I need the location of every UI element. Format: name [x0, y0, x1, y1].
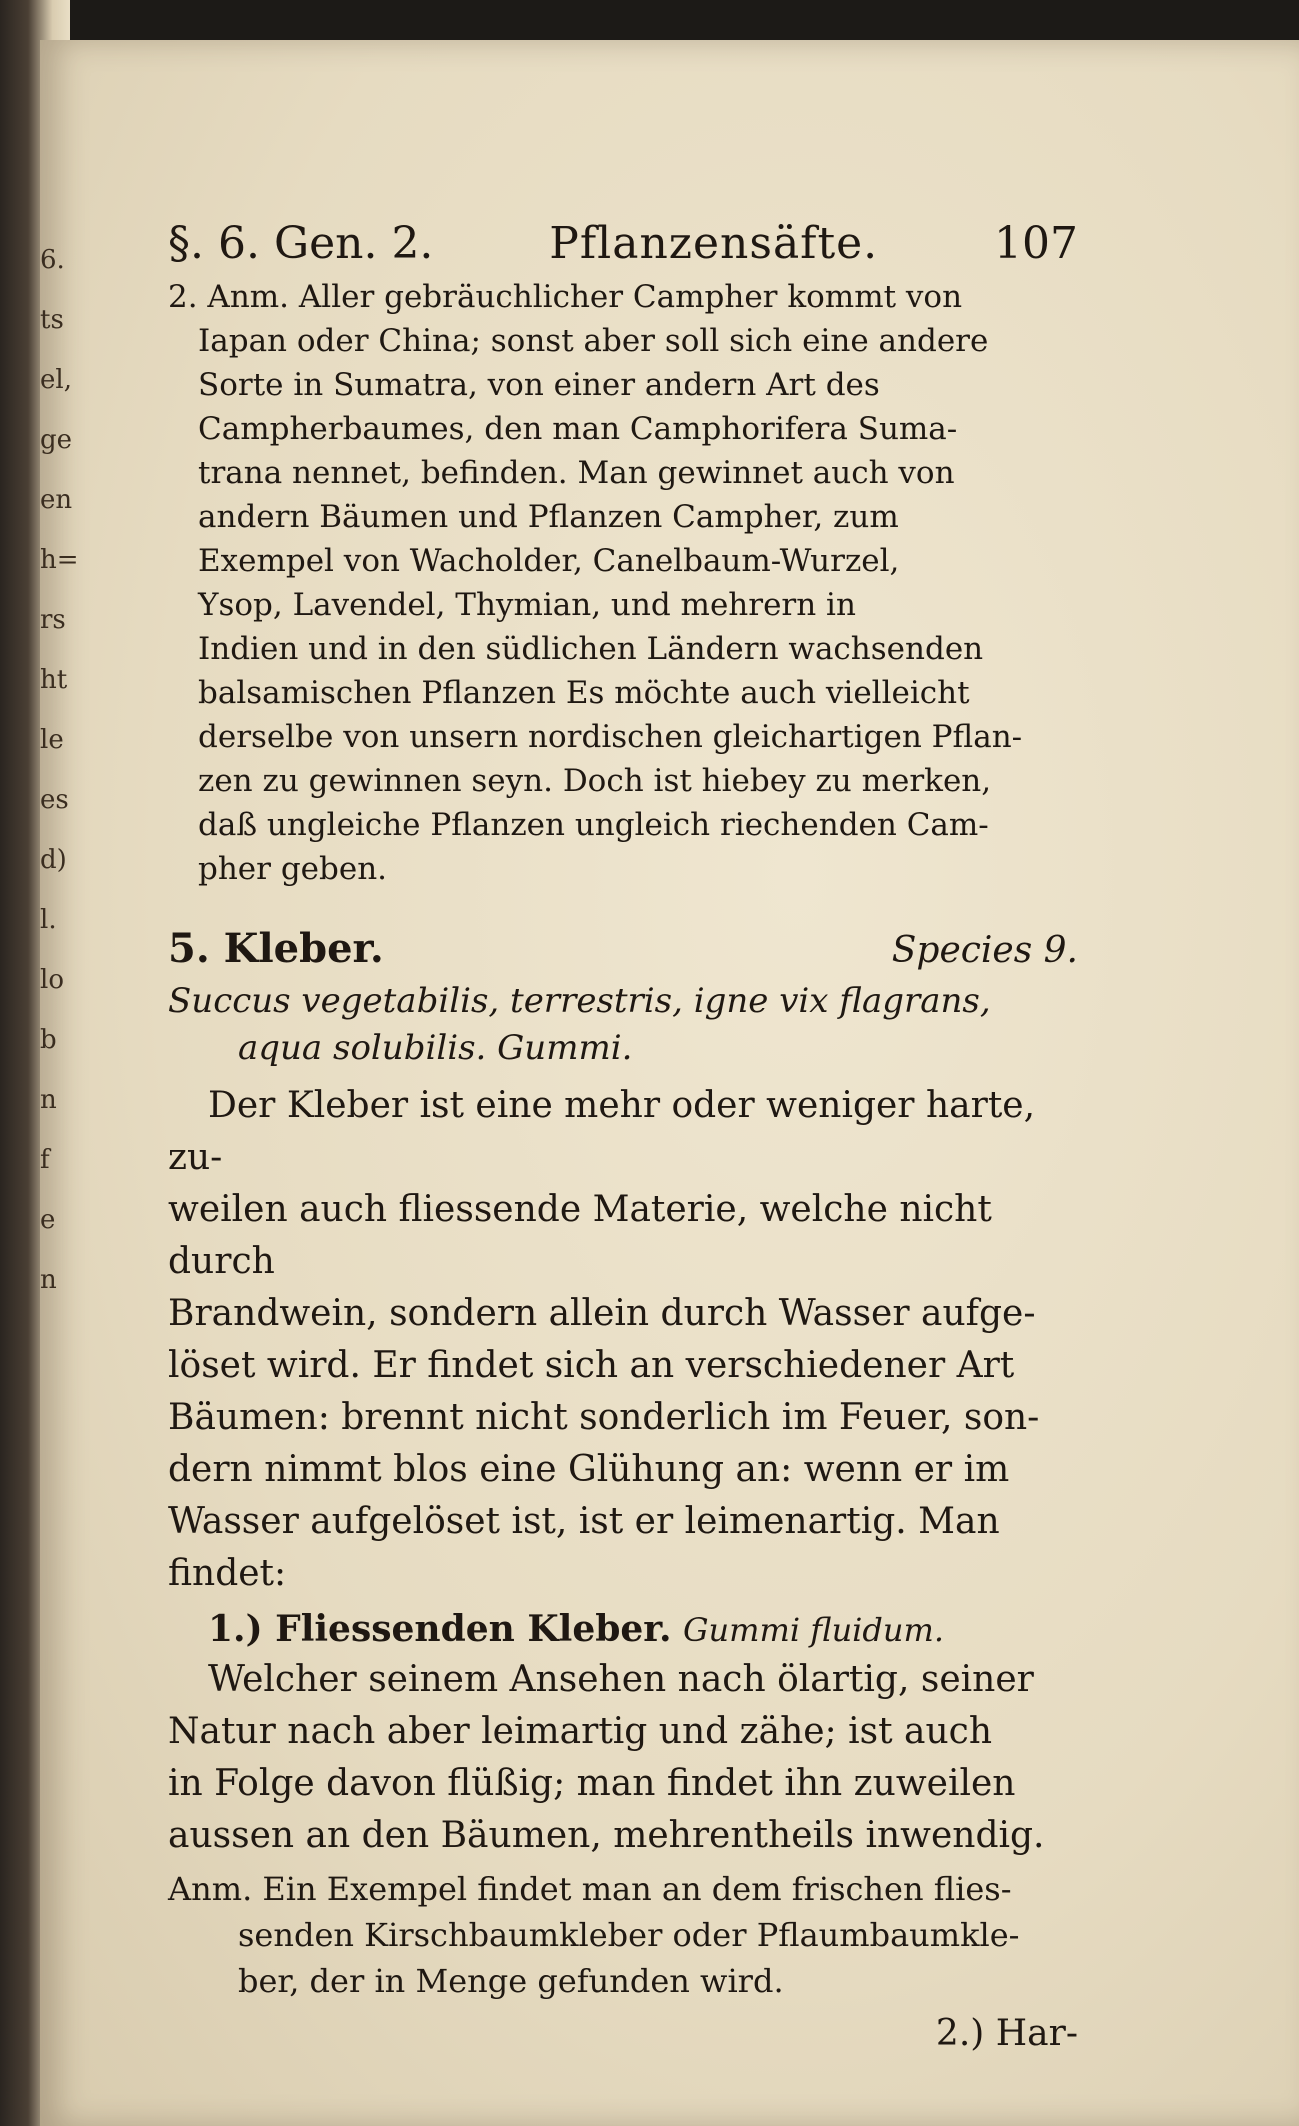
body-line: Brandwein, sondern allein durch Wasser aufge-	[168, 1293, 1036, 1334]
latin-description	[168, 978, 1078, 1072]
margin-fragment: 6.	[40, 245, 65, 275]
margin-fragment: l.	[40, 905, 57, 935]
running-header	[168, 220, 1078, 267]
annotation-line: ber, der in Menge gefunden wird.	[238, 1962, 784, 2000]
note-line: Sorte in Sumatra, von einer andern Art des	[198, 367, 880, 403]
annotation	[168, 1866, 1078, 2004]
section-heading	[168, 925, 1078, 974]
page-title: Pflanzensäfte.	[549, 218, 879, 269]
margin-fragment: n	[40, 1085, 57, 1115]
body-line: Wasser aufgelöset ist, ist er leimenartig. Man	[168, 1501, 1000, 1542]
previous-page-margin	[40, 230, 80, 1310]
note-line: daß ungleiche Pflanzen ungleich riechenden Cam-	[198, 807, 989, 843]
margin-fragment: f	[40, 1145, 50, 1175]
margin-fragment: es	[40, 785, 69, 815]
note-line: balsamischen Pflanzen Es möchte auch vielleicht	[198, 675, 970, 711]
body-line: in Folge davon flüßig; man findet ihn zuweilen	[168, 1763, 1016, 1804]
margin-fragment: el,	[40, 365, 72, 395]
margin-fragment: ts	[40, 305, 64, 335]
margin-fragment: rs	[40, 605, 66, 635]
note-line: zen zu gewinnen seyn. Doch ist hiebey zu merken,	[198, 763, 992, 799]
margin-fragment: en	[40, 485, 73, 515]
page-number: 107	[994, 218, 1078, 269]
page-content	[168, 220, 1078, 2057]
annotation-line: senden Kirschbaumkleber oder Pflaumbaumkle-	[238, 1916, 1020, 1954]
section-title: 5. Kleber.	[168, 925, 384, 972]
note-line: Campherbaumes, den man Camphorifera Suma-	[198, 411, 958, 447]
margin-fragment: le	[40, 725, 64, 755]
section-body	[168, 1080, 1078, 1600]
margin-fragment: ht	[40, 665, 68, 695]
note-line: Ysop, Lavendel, Thymian, und mehrern in	[198, 587, 856, 623]
subsection-latin: Gummi fluidum.	[682, 1611, 945, 1649]
subsection-title: 1.) Fliessenden Kleber.	[208, 1608, 672, 1650]
note-2	[168, 275, 1078, 891]
species-label: Species 9.	[891, 930, 1078, 971]
body-line: findet:	[168, 1553, 287, 1594]
margin-fragment: lo	[40, 965, 64, 995]
subsection-heading	[168, 1606, 1078, 1654]
body-line: löset wird. Er findet sich an verschiedener Art	[168, 1345, 1015, 1386]
note-line: Iapan oder China; sonst aber soll sich eine andere	[198, 323, 989, 359]
margin-fragment: b	[40, 1025, 57, 1055]
book-page	[40, 40, 1299, 2126]
body-line: Welcher seinem Ansehen nach ölartig, seiner	[208, 1659, 1034, 1700]
annotation-line: Anm. Ein Exempel findet man an dem frischen flies-	[168, 1870, 1012, 1908]
note-line: Exempel von Wacholder, Canelbaum-Wurzel,	[198, 543, 900, 579]
note-line: derselbe von unsern nordischen gleichartigen Pflan-	[198, 719, 1023, 755]
note-line: 2. Anm. Aller gebräuchlicher Campher kommt von	[168, 279, 963, 315]
body-line: dern nimmt blos eine Glühung an: wenn er im	[168, 1449, 1010, 1490]
subsection-body	[168, 1654, 1078, 1862]
latin-line: Succus vegetabilis, terrestris, igne vix flagrans,	[168, 981, 991, 1021]
margin-fragment: h=	[40, 545, 79, 575]
note-line: pher geben.	[198, 851, 388, 887]
latin-line: aqua solubilis. Gummi.	[238, 1028, 633, 1068]
margin-fragment: e	[40, 1205, 56, 1235]
note-line: trana nennet, befinden. Man gewinnet auch von	[198, 455, 955, 491]
section-reference: §. 6. Gen. 2.	[168, 218, 434, 269]
body-line: Der Kleber ist eine mehr oder weniger harte, zu-	[168, 1085, 1036, 1178]
note-line: Indien und in den südlichen Ländern wachsenden	[198, 631, 984, 667]
margin-fragment: d)	[40, 845, 67, 875]
catchword: 2.) Har-	[935, 2013, 1078, 2054]
margin-fragment: n	[40, 1265, 57, 1295]
body-line: Natur nach aber leimartig und zähe; ist auch	[168, 1711, 993, 1752]
note-line: andern Bäumen und Pflanzen Campher, zum	[198, 499, 899, 535]
body-line: aussen an den Bäumen, mehrentheils inwendig.	[168, 1815, 1045, 1856]
body-line: weilen auch fliessende Materie, welche nicht durch	[168, 1189, 992, 1282]
margin-fragment: ge	[40, 425, 73, 455]
body-line: Bäumen: brennt nicht sonderlich im Feuer, son-	[168, 1397, 1040, 1438]
